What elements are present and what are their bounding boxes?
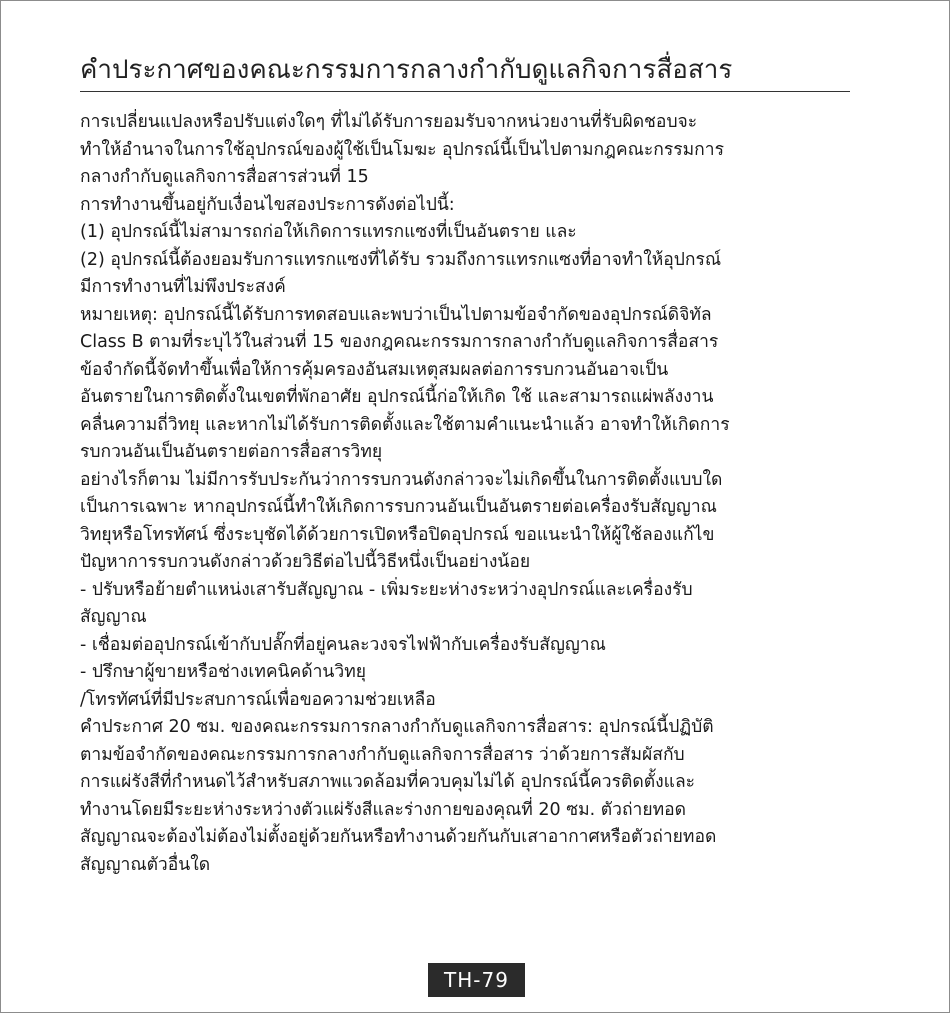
body-line: อย่างไรก็ตาม ไม่มีการรับประกันว่าการรบกวนดังกล่าวจะไม่เกิดขึ้นในการติดตั้งแบบใด <box>80 469 723 490</box>
body-text <box>80 109 870 879</box>
body-line: รบกวนอันเป็นอันตรายต่อการสื่อสารวิทยุ <box>80 442 383 462</box>
body-line: - เชื่อมต่ออุปกรณ์เข้ากับปลั๊กที่อยู่คนละวงจรไฟฟ้ากับเครื่องรับสัญญาณ <box>80 634 606 655</box>
body-line: ตามข้อจำกัดของคณะกรรมการกลางกำกับดูแลกิจการสื่อสาร ว่าด้วยการสัมผัสกับ <box>80 744 685 765</box>
body-line: อันตรายในการติดตั้งในเขตที่พักอาศัย อุปกรณ์นี้ก่อให้เกิด ใช้ และสามารถแผ่พลังงาน <box>80 387 714 407</box>
page-title: คำประกาศของคณะกรรมการกลางกำกับดูแลกิจการสื่อสาร <box>80 55 733 85</box>
body-line: เป็นการเฉพาะ หากอุปกรณ์นี้ทำให้เกิดการรบกวนอันเป็นอันตรายต่อเครื่องรับสัญญาณ <box>80 497 717 517</box>
body-line: Class B ตามที่ระบุไว้ในส่วนที่ 15 ของกฎคณะกรรมการกลางกำกับดูแลกิจการสื่อสาร <box>80 332 719 352</box>
page-number-badge: TH-79 <box>428 963 525 997</box>
body-line: คำประกาศ 20 ซม. ของคณะกรรมการกลางกำกับดูแลกิจการสื่อสาร: อุปกรณ์นี้ปฏิบัติ <box>80 717 714 737</box>
body-line: การทำงานขึ้นอยู่กับเงื่อนไขสองประการดังต่อไปนี้: <box>80 194 455 215</box>
body-line: สัญญาณ <box>80 607 147 627</box>
body-line: คลื่นความถี่วิทยุ และหากไม่ได้รับการติดตั้งและใช้ตามคำแนะนำแล้ว อาจทำให้เกิดการ <box>80 414 730 435</box>
body-line: สัญญาณตัวอื่นใด <box>80 854 211 875</box>
body-line: วิทยุหรือโทรทัศน์ ซึ่งระบุชัดได้ด้วยการเปิดหรือปิดอุปกรณ์ ขอแนะนำให้ผู้ใช้ลองแก้ไข <box>80 524 715 545</box>
body-line: มีการทำงานที่ไม่พึงประสงค์ <box>80 277 286 297</box>
body-line: ปัญหาการรบกวนดังกล่าวด้วยวิธีต่อไปนี้วิธีหนึ่งเป็นอย่างน้อย <box>80 552 531 572</box>
body-line: (1) อุปกรณ์นี้ไม่สามารถก่อให้เกิดการแทรกแซงที่เป็นอันตราย และ <box>80 222 577 242</box>
body-line: - ปรับหรือย้ายตำแหน่งเสารับสัญญาณ - เพิ่มระยะห่างระหว่างอุปกรณ์และเครื่องรับ <box>80 579 693 600</box>
body-line: /โทรทัศน์ที่มีประสบการณ์เพื่อขอความช่วยเหลือ <box>80 689 436 710</box>
body-line: ข้อจำกัดนี้จัดทำขึ้นเพื่อให้การคุ้มครองอันสมเหตุสมผลต่อการรบกวนอันอาจเป็น <box>80 359 669 380</box>
body-line: การเปลี่ยนแปลงหรือปรับแต่งใดๆ ที่ไม่ได้รับการยอมรับจากหน่วยงานที่รับผิดชอบจะ <box>80 112 698 132</box>
body-line: หมายเหตุ: อุปกรณ์นี้ได้รับการทดสอบและพบว่าเป็นไปตามข้อจำกัดของอุปกรณ์ดิจิทัล <box>80 304 712 325</box>
body-line: - ปรึกษาผู้ขายหรือช่างเทคนิคด้านวิทยุ <box>80 662 366 682</box>
body-line: ทำงานโดยมีระยะห่างระหว่างตัวแผ่รังสีและร่างกายของคุณที่ 20 ซม. ตัวถ่ายทอด <box>80 799 687 820</box>
title-divider <box>80 91 850 92</box>
body-line: ทำให้อำนาจในการใช้อุปกรณ์ของผู้ใช้เป็นโมฆะ อุปกรณ์นี้เป็นไปตามกฎคณะกรรมการ <box>80 139 724 160</box>
body-line: กลางกำกับดูแลกิจการสื่อสารส่วนที่ 15 <box>80 167 369 187</box>
body-line: (2) อุปกรณ์นี้ต้องยอมรับการแทรกแซงที่ได้รับ รวมถึงการแทรกแซงที่อาจทำให้อุปกรณ์ <box>80 249 722 270</box>
body-line: การแผ่รังสีที่กำหนดไว้สำหรับสภาพแวดล้อมที่ควบคุมไม่ได้ อุปกรณ์นี้ควรติดตั้งและ <box>80 772 696 792</box>
body-line: สัญญาณจะต้องไม่ต้องไม่ตั้งอยู่ด้วยกันหรือทำงานด้วยกันกับเสาอากาศหรือตัวถ่ายทอด <box>80 827 717 847</box>
